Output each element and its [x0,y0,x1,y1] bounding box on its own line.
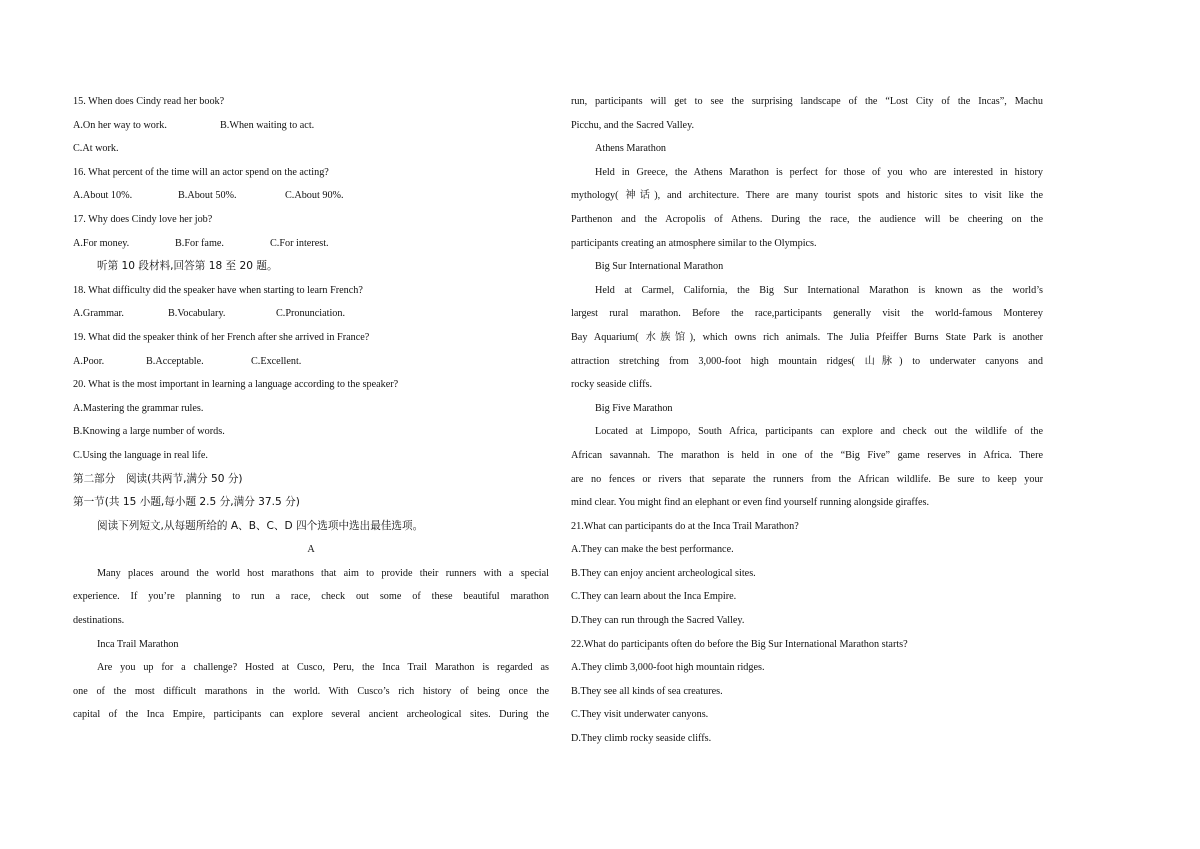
inca-paragraph-line: one of the most difficult marathons in the world. With Cusco’s rich history of being once the [73,685,549,697]
q21-option-b: B.They can enjoy ancient archeological sites. [571,567,756,579]
q21-option-a: A.They can make the best performance. [571,544,734,556]
big-five-paragraph-line: mind clear. You might find an elephant or even find yourself running alongside giraffes. [571,497,929,509]
q15-option-c: C.At work. [73,143,119,155]
q21-option-c: C.They can learn about the Inca Empire. [571,591,737,603]
q16-option-c: C.About 90%. [285,190,344,202]
question-16: 16. What percent of the time will an actor spend on the acting? [73,166,329,178]
big-sur-paragraph-line: attraction stretching from 3,000-foot high mountain ridges( 山脉) to underwater canyons and [571,355,1043,367]
q18-option-a: A.Grammar. [73,308,124,320]
q20-option-c: C.Using the language in real life. [73,449,208,461]
question-15-options-row [73,114,549,138]
inca-paragraph-line: Are you up for a challenge? Hosted at Cusco, Peru, the Inca Trail Marathon is regarded as [97,662,549,674]
reading-instruction: 阅读下列短文,从每题所给的 A、B、C、D 四个选项中选出最佳选项。 [97,519,424,532]
right-column [571,90,1043,751]
q20-option-b: B.Knowing a large number of words. [73,426,225,438]
inca-trail-title: Inca Trail Marathon [97,638,179,650]
inca-paragraph-line: capital of the Inca Empire, participants can explore several ancient archeological sites. During the [73,709,549,721]
question-21: 21.What can participants do at the Inca Trail Marathon? [571,520,799,532]
q16-option-a: A.About 10%. [73,190,133,202]
q22-option-c: C.They visit underwater canyons. [571,709,709,721]
material-10-instruction: 听第 10 段材料,回答第 18 至 20 题。 [97,260,278,273]
left-column [73,90,549,727]
big-sur-paragraph-line: Bay Aquarium( 水族馆), which owns rich animals. The Julia Pfeiffer Burns State Park is another [571,331,1043,343]
intro-line: destinations. [73,615,125,627]
question-16-options-row [73,184,549,208]
section-1-heading: 第一节(共 15 小题,每小题 2.5 分,满分 37.5 分) [73,496,300,509]
athens-title: Athens Marathon [595,143,667,155]
q17-option-c: C.For interest. [270,237,329,249]
q22-option-b: B.They see all kinds of sea creatures. [571,685,723,697]
passage-label: A [307,544,315,556]
question-17-options-row [73,232,549,256]
q15-option-b: B.When waiting to act. [220,119,315,131]
part-2-heading: 第二部分 阅读(共两节,满分 50 分) [73,472,243,485]
big-sur-title: Big Sur International Marathon [595,261,724,273]
question-18-options-row [73,302,549,326]
q18-option-c: C.Pronunciation. [276,308,346,320]
big-five-title: Big Five Marathon [595,402,673,414]
inca-paragraph-line: run, participants will get to see the surprising landscape of the “Lost City of the Incas”, Machu [571,96,1043,107]
intro-line: Many places around the world host marathons that aim to provide their runners with a special [97,567,549,579]
question-19: 19. What did the speaker think of her French after she arrived in France? [73,331,370,343]
question-19-options-row [73,350,549,374]
athens-paragraph-line: Parthenon and the Acropolis of Athens. During the race, the audience will be cheering on the [571,213,1043,225]
question-22: 22.What do participants often do before the Big Sur International Marathon starts? [571,638,908,650]
q19-option-b: B.Acceptable. [146,355,204,367]
q16-option-b: B.About 50%. [178,190,237,202]
q21-option-d: D.They can run through the Sacred Valley. [571,615,745,627]
question-15: 15. When does Cindy read her book? [73,96,225,107]
big-five-paragraph-line: are no fences or rivers that separate the runners from the African wildlife. Be sure to keep your [571,473,1043,485]
q15-option-a: A.On her way to work. [73,119,167,131]
q17-option-b: B.For fame. [175,237,224,249]
q17-option-a: A.For money. [73,237,130,249]
intro-line: experience. If you’re planning to run a race, check out some of these beautiful marathon [73,591,549,603]
big-sur-paragraph-line: Held at Carmel, California, the Big Sur International Marathon is known as the world’s [595,284,1043,296]
athens-paragraph-line: mythology( 神话), and architecture. There are many tourist spots and historic sites to visit like the [571,190,1043,202]
big-sur-paragraph-line: rocky seaside cliffs. [571,379,653,391]
q20-option-a: A.Mastering the grammar rules. [73,402,204,414]
big-five-paragraph-line: Located at Limpopo, South Africa, participants can explore and check out the wildlife of the [595,426,1043,438]
q19-option-a: A.Poor. [73,355,105,367]
q22-option-d: D.They climb rocky seaside cliffs. [571,733,712,745]
question-17: 17. Why does Cindy love her job? [73,213,213,225]
inca-paragraph-line: Picchu, and the Sacred Valley. [571,119,695,131]
q22-option-a: A.They climb 3,000-foot high mountain ridges. [571,662,765,674]
q19-option-c: C.Excellent. [251,355,302,367]
big-five-paragraph-line: African savannah. The marathon is held in one of the “Big Five” game reserves in Africa. There [571,449,1043,461]
question-20: 20. What is the most important in learning a language according to the speaker? [73,379,399,391]
athens-paragraph-line: Held in Greece, the Athens Marathon is perfect for those of you who are interested in history [595,166,1043,178]
athens-paragraph-line: participants creating an atmosphere similar to the Olympics. [571,237,817,249]
q18-option-b: B.Vocabulary. [168,308,226,320]
big-sur-paragraph-line: largest rural marathon. Before the race,participants generally visit the world-famous Monterey [571,308,1043,320]
question-18: 18. What difficulty did the speaker have when starting to learn French? [73,284,363,296]
